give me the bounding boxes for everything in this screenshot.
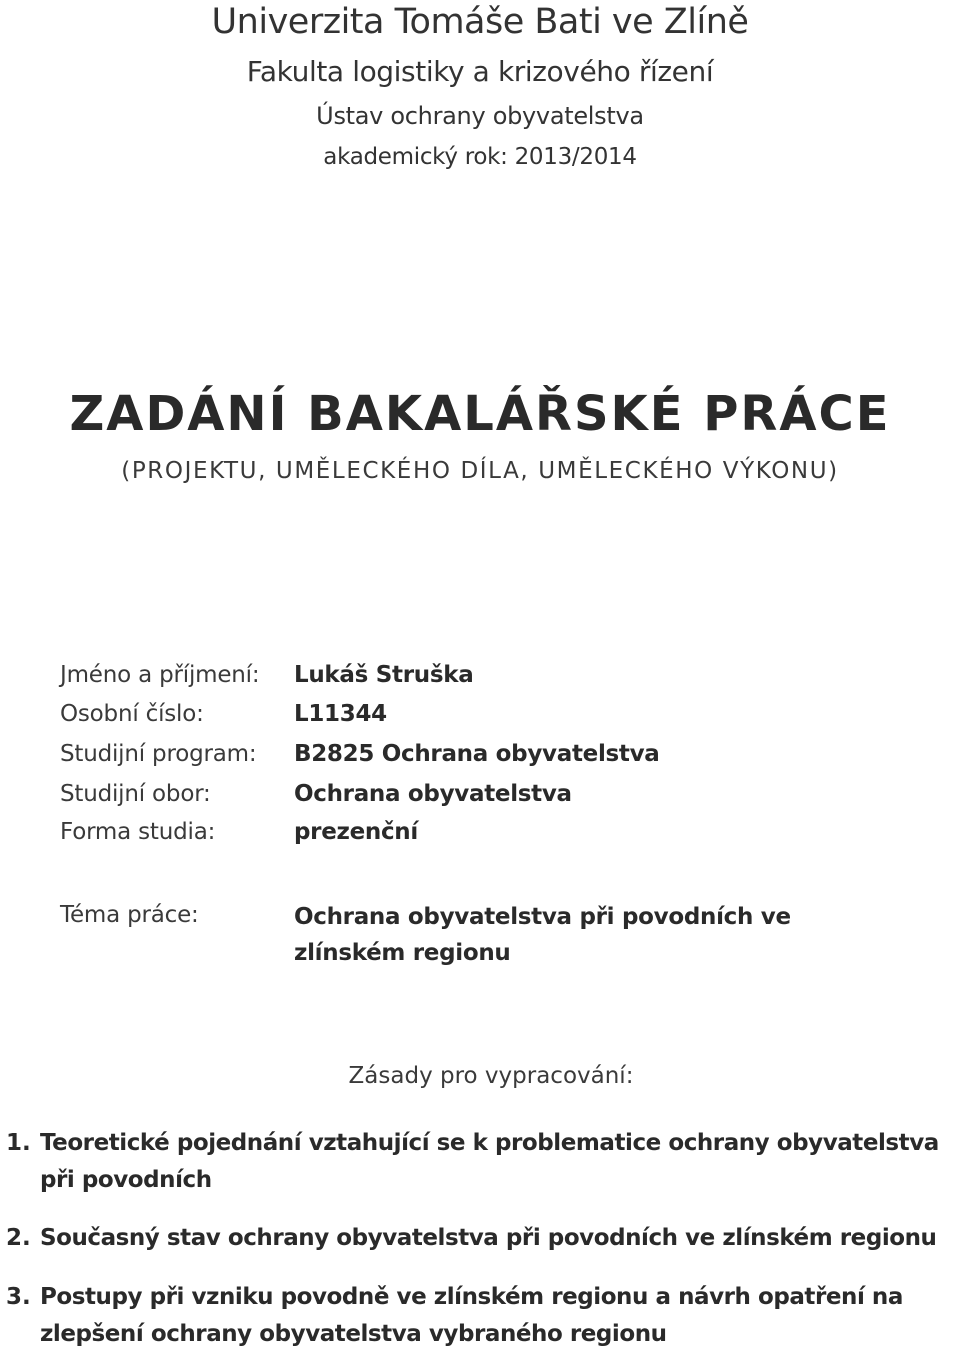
guideline-text: Současný stav ochrany obyvatelstva při povodních ve zlínském regionu <box>40 1225 937 1251</box>
study-field-label: Studijní obor: <box>60 781 211 807</box>
topic-label: Téma práce: <box>60 902 199 928</box>
guideline-number: 3. <box>6 1284 31 1310</box>
student-name-label: Jméno a příjmení: <box>60 662 260 688</box>
study-program-row <box>0 741 960 775</box>
topic-value: Ochrana obyvatelstva při povodních ve zlínském regionu <box>294 904 791 966</box>
student-id-label: Osobní číslo: <box>60 701 204 727</box>
student-id-row <box>0 701 960 735</box>
study-program-value: B2825 Ochrana obyvatelstva <box>294 741 660 767</box>
topic-row <box>0 902 960 982</box>
study-form-value: prezenční <box>294 819 418 845</box>
document-title: ZADÁNÍ BAKALÁŘSKÉ PRÁCE <box>69 386 891 442</box>
guideline-number: 2. <box>6 1225 31 1251</box>
guideline-number: 1. <box>6 1130 31 1156</box>
study-form-row <box>0 819 960 853</box>
guideline-text: Postupy při vzniku povodně ve zlínském regionu a návrh opatření na zlepšení ochrany obyvatelstva vybraného regionu <box>40 1284 903 1347</box>
university-name: Univerzita Tomáše Bati ve Zlíně <box>211 2 749 42</box>
faculty-name: Fakulta logistiky a krizového řízení <box>246 55 714 88</box>
study-field-value: Ochrana obyvatelstva <box>294 781 572 807</box>
student-id-value: L11344 <box>294 701 387 727</box>
institute-name: Ústav ochrany obyvatelstva <box>316 102 644 130</box>
student-name-value: Lukáš Struška <box>294 662 474 688</box>
student-name-row <box>0 662 960 696</box>
study-field-row <box>0 781 960 815</box>
guidelines-heading: Zásady pro vypracování: <box>348 1063 634 1089</box>
document-subtitle: (PROJEKTU, UMĚLECKÉHO DÍLA, UMĚLECKÉHO VÝKONU) <box>121 458 839 484</box>
study-program-label: Studijní program: <box>60 741 257 767</box>
academic-year: akademický rok: 2013/2014 <box>323 144 637 170</box>
study-form-label: Forma studia: <box>60 819 216 845</box>
guideline-text: Teoretické pojednání vztahující se k problematice ochrany obyvatelstva při povodních <box>40 1130 939 1193</box>
